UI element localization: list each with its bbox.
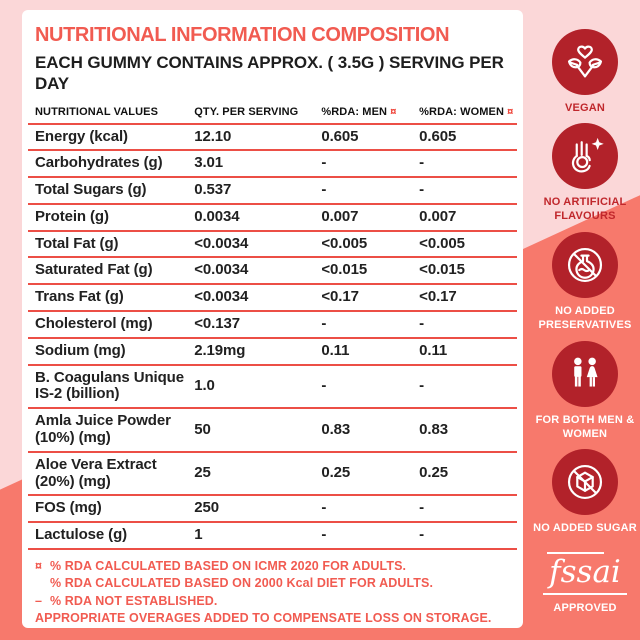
serving-subtitle: EACH GUMMY CONTAINS APPROX. ( 3.5G ) SERVING PER DAY	[35, 53, 504, 94]
badge-label: NO ADDED PRESERVATIVES	[538, 305, 632, 331]
badge-label: NO ARTIFICIAL FLAVOURS	[543, 196, 627, 222]
ok-hand-sparkle-icon	[563, 134, 607, 178]
col-header-nutritional-values: NUTRITIONAL VALUES	[35, 105, 159, 118]
no-preservatives-icon	[563, 243, 607, 287]
table-row-aloe-vera-extract: Aloe Vera Extract (20%) (mg) 25 0.25 0.25	[28, 452, 517, 496]
footnote-icmr: ¤ % RDA CALCULATED BASED ON ICMR 2020 FOR ADULTS.	[35, 558, 510, 575]
table-row-amla-juice-powder: Amla Juice Powder (10%) (mg) 50 0.83 0.83	[28, 408, 517, 452]
table-row-trans-fat: Trans Fat (g) <0.0034 <0.17 <0.17	[28, 284, 517, 311]
no-sugar-cube-icon	[563, 460, 607, 504]
badge-label: FOR BOTH MEN & WOMEN	[535, 414, 635, 440]
rda-marker-icon: ¤	[507, 105, 514, 118]
men-women-icon	[563, 352, 607, 396]
nutrition-card	[22, 10, 523, 628]
badge-label: VEGAN	[564, 102, 606, 114]
dash-marker-icon: –	[35, 593, 43, 608]
fssai-logo	[543, 552, 627, 595]
footnote-overages: APPROPRIATE OVERAGES ADDED TO COMPENSATE LOSS ON STORAGE.	[35, 610, 492, 625]
col-header-qty-per-serving: QTY. PER SERVING	[194, 105, 299, 118]
footnote-not-established: – % RDA NOT ESTABLISHED.	[35, 593, 510, 610]
table-row-fos: FOS (mg) 250 - -	[28, 495, 517, 522]
badge-no-added-sugar	[530, 449, 640, 536]
nutrition-table	[28, 97, 517, 551]
table-row-cholesterol: Cholesterol (mg) <0.137 - -	[28, 311, 517, 338]
page-title: NUTRITIONAL INFORMATION COMPOSITION	[35, 24, 450, 46]
badge-label: NO ADDED SUGAR	[533, 522, 637, 534]
badge-fssai-approved	[530, 552, 640, 616]
table-row-b-coagulans: B. Coagulans Unique IS-2 (billion) 1.0 - -	[28, 365, 517, 409]
badge-vegan	[530, 29, 640, 116]
badge-no-artificial-flavours	[530, 123, 640, 224]
table-header-row	[28, 97, 517, 124]
footnote-2000kcal: % RDA CALCULATED BASED ON 2000 Kcal DIET FOR ADULTS.	[50, 576, 434, 591]
footnotes	[35, 558, 510, 627]
table-row-sodium: Sodium (mg) 2.19mg 0.11 0.11	[28, 338, 517, 365]
col-header-rda-women: %RDA: WOMEN ¤	[419, 105, 514, 118]
badge-label: APPROVED	[553, 602, 617, 614]
rda-marker-icon: ¤	[35, 559, 43, 574]
table-row-saturated-fat: Saturated Fat (g) <0.0034 <0.015 <0.015	[28, 257, 517, 284]
table-row-lactulose: Lactulose (g) 1 - -	[28, 522, 517, 549]
vegan-icon	[563, 40, 607, 84]
col-header-rda-men: %RDA: MEN ¤	[321, 105, 397, 118]
fssai-logo-text: fssai	[549, 554, 621, 590]
rda-marker-icon: ¤	[390, 105, 397, 118]
table-row-carbohydrates: Carbohydrates (g) 3.01 - -	[28, 150, 517, 177]
table-row-protein: Protein (g) 0.0034 0.007 0.007	[28, 204, 517, 231]
badge-no-added-preservatives	[530, 232, 640, 333]
badge-for-both-men-women	[530, 341, 640, 442]
table-row-total-sugars: Total Sugars (g) 0.537 - -	[28, 177, 517, 204]
table-row-energy: Energy (kcal) 12.10 0.605 0.605	[28, 124, 517, 151]
nutrition-table-wrap	[28, 97, 517, 551]
table-row-total-fat: Total Fat (g) <0.0034 <0.005 <0.005	[28, 231, 517, 258]
